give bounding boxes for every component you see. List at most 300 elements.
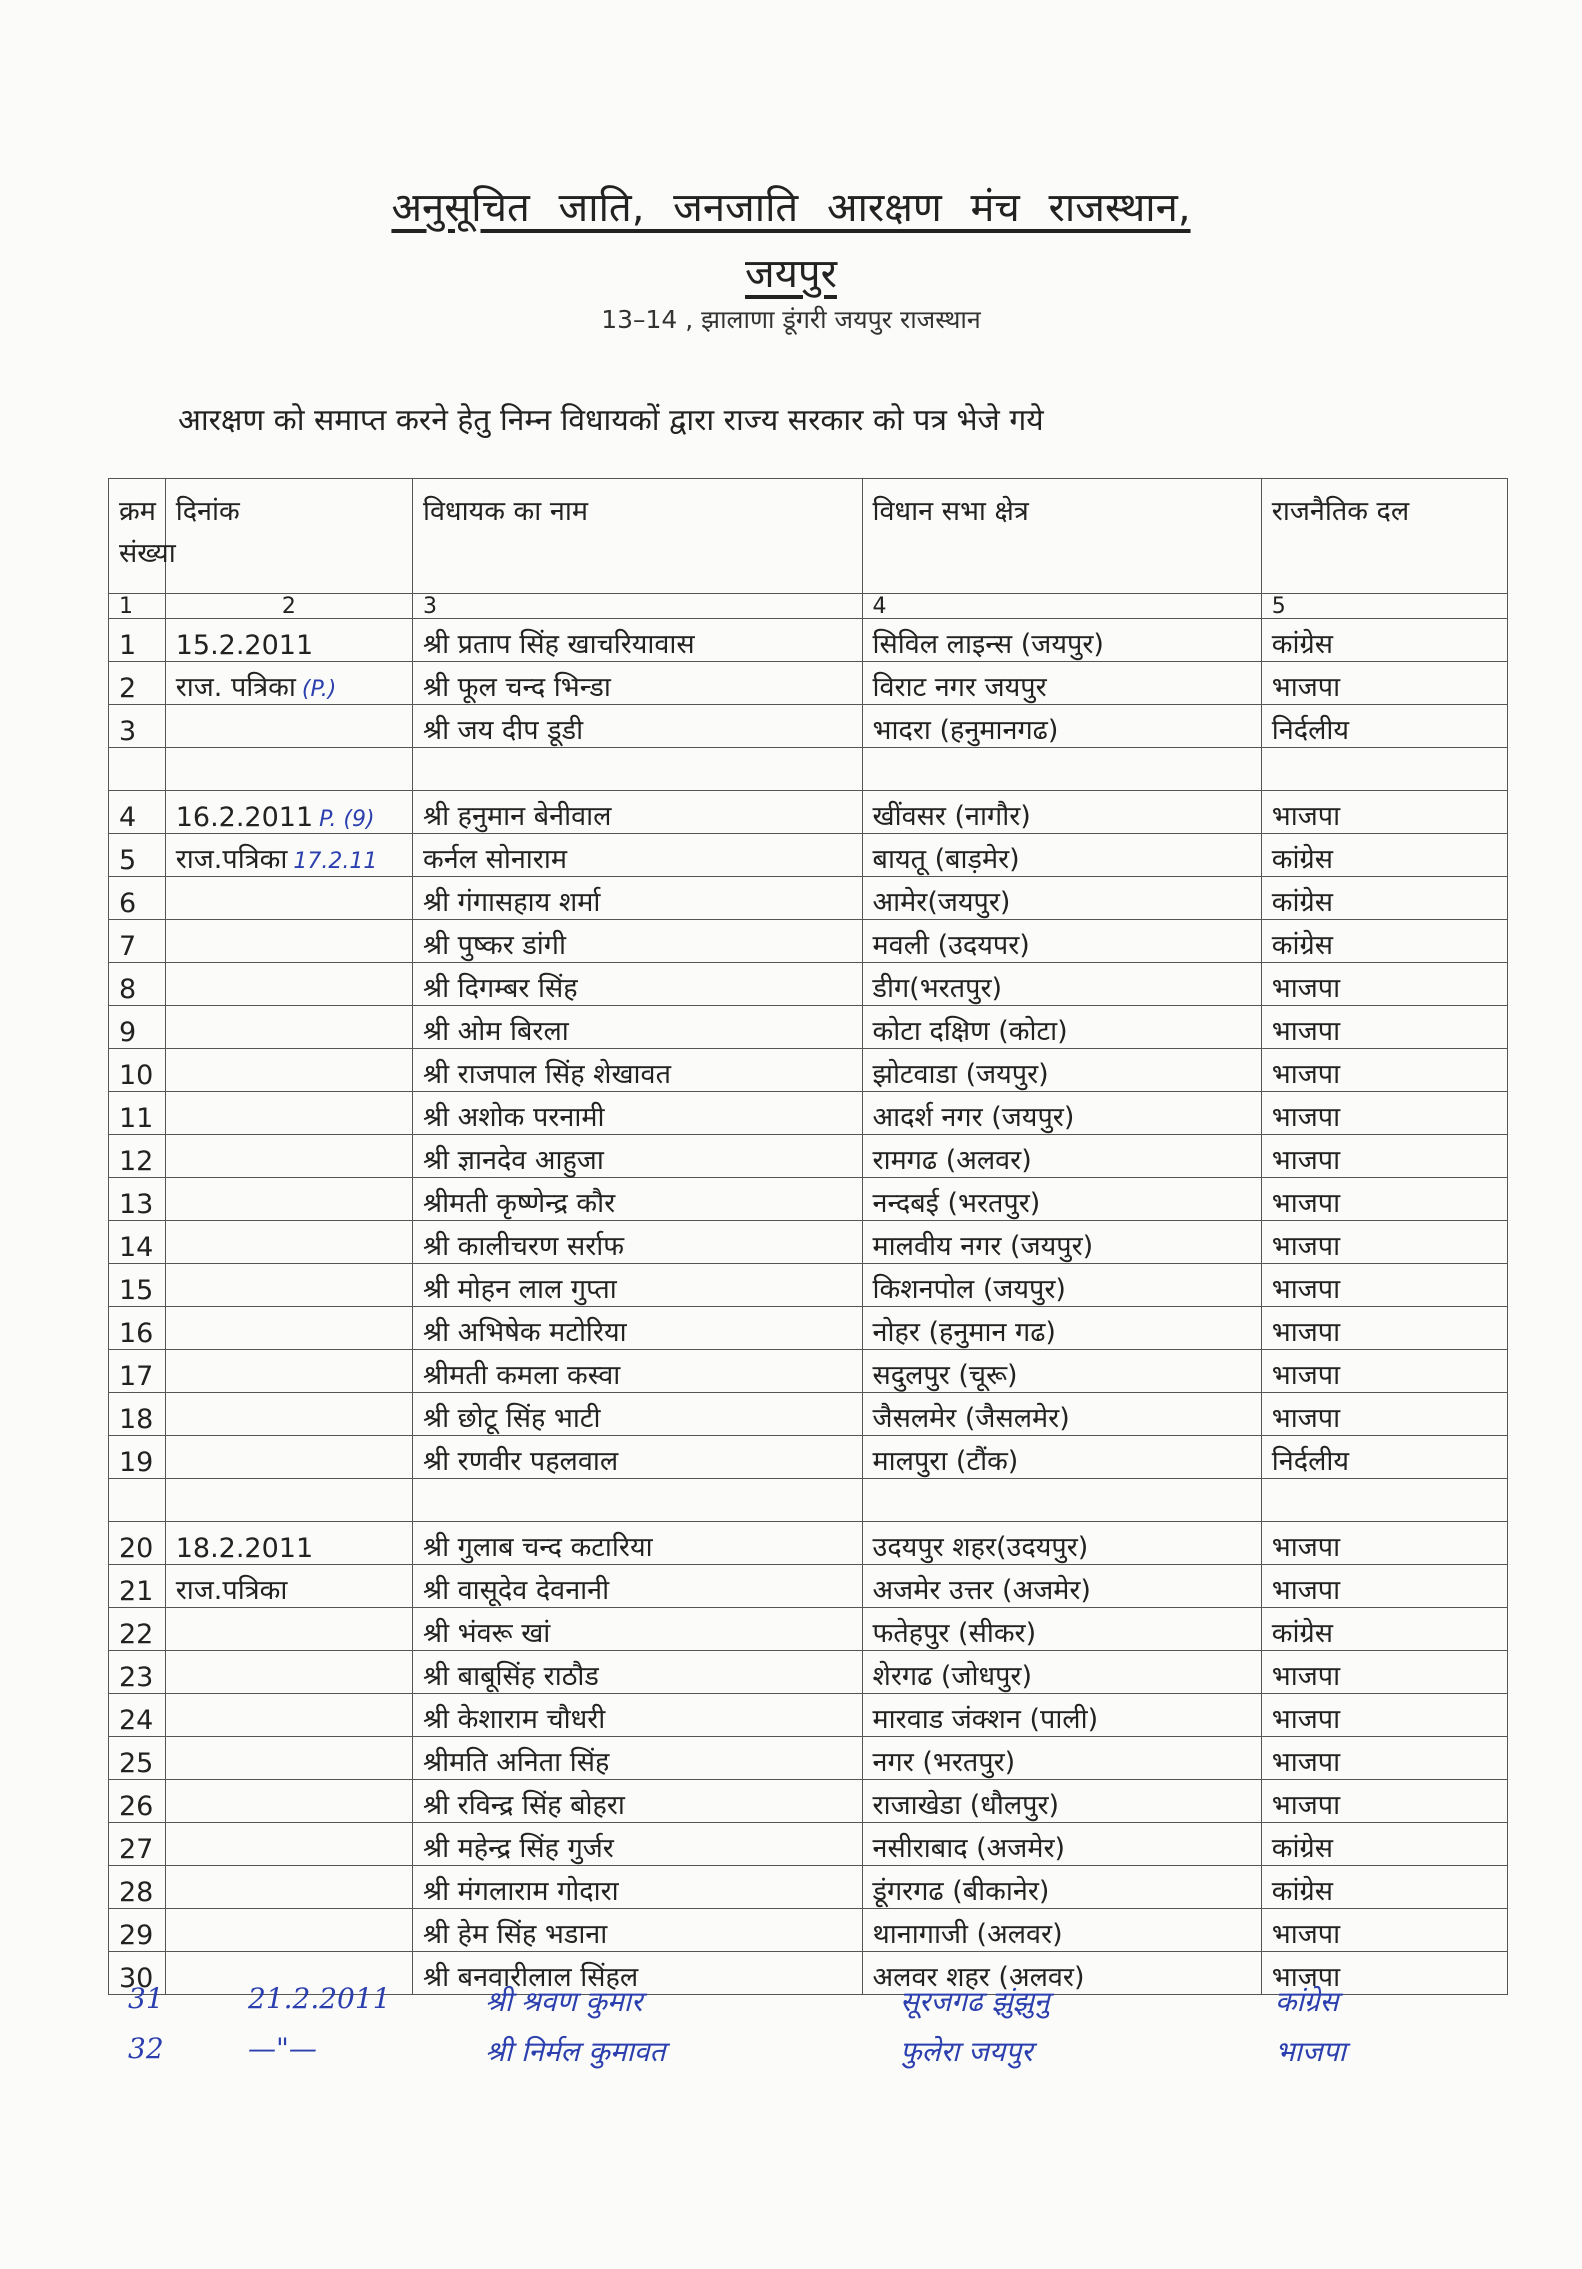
serial-cell xyxy=(109,1737,166,1780)
document-city: जयपुर xyxy=(745,251,837,297)
header-constituency: विधान सभा क्षेत्र xyxy=(862,479,1261,594)
date-cell xyxy=(165,705,412,748)
name-text: श्री केशाराम चौधरी xyxy=(422,1704,606,1735)
constituency-text: उदयपुर शहर(उदयपुर) xyxy=(872,1532,1089,1563)
serial-cell xyxy=(109,877,166,920)
constituency-text: शेरगढ (जोधपुर) xyxy=(872,1661,1032,1692)
date-cell xyxy=(165,662,412,705)
address: 13–14 , झालाणा डूंगरी जयपुर राजस्थान xyxy=(601,305,981,334)
name-cell xyxy=(412,662,862,705)
handwritten-serial-cell: 31 xyxy=(128,1982,164,2015)
name-cell xyxy=(412,963,862,1006)
party-text: कांग्रेस xyxy=(1271,1876,1333,1907)
table-row xyxy=(109,1221,1508,1264)
party-text: कांग्रेस xyxy=(1271,930,1333,961)
party-cell xyxy=(1261,705,1507,748)
serial-cell xyxy=(109,963,166,1006)
constituency-cell xyxy=(862,662,1261,705)
party-text: भाजपा xyxy=(1271,1962,1341,1993)
table-row xyxy=(109,1049,1508,1092)
party-text: भाजपा xyxy=(1271,1403,1341,1434)
name-cell xyxy=(412,1135,862,1178)
serial-text: 11 xyxy=(119,1103,154,1134)
serial-cell xyxy=(109,791,166,834)
constituency-text: नगर (भरतपुर) xyxy=(872,1747,1016,1778)
date-cell xyxy=(165,748,412,791)
date-cell xyxy=(165,1350,412,1393)
party-text: निर्दलीय xyxy=(1271,715,1350,746)
party-text: भाजपा xyxy=(1271,1145,1341,1176)
constituency-cell xyxy=(862,834,1261,877)
constituency-cell xyxy=(862,748,1261,791)
constituency-cell xyxy=(862,1393,1261,1436)
handwritten-annotation: 17.2.11 xyxy=(293,849,378,874)
name-cell xyxy=(412,1694,862,1737)
party-cell xyxy=(1261,1221,1507,1264)
header-date: दिनांक xyxy=(165,479,412,594)
table-row xyxy=(109,1178,1508,1221)
date-cell xyxy=(165,1135,412,1178)
serial-cell xyxy=(109,1049,166,1092)
handwritten-party-cell: भाजपा xyxy=(1275,2035,1346,2068)
party-text: भाजपा xyxy=(1271,1016,1341,1047)
date-cell xyxy=(165,963,412,1006)
serial-text: 26 xyxy=(119,1791,154,1822)
handwritten-serial-cell: 32 xyxy=(128,2032,164,2065)
date-cell xyxy=(165,1264,412,1307)
serial-cell xyxy=(109,1221,166,1264)
table-row xyxy=(109,791,1508,834)
name-cell xyxy=(412,1522,862,1565)
name-text: श्रीमती कृष्णेन्द्र कौर xyxy=(422,1188,616,1219)
name-text: श्रीमति अनिता सिंह xyxy=(422,1747,610,1778)
party-text: भाजपा xyxy=(1271,1919,1341,1950)
table-row xyxy=(109,1565,1508,1608)
table-row xyxy=(109,1909,1508,1952)
column-number: 1 xyxy=(109,594,166,619)
constituency-cell xyxy=(862,1823,1261,1866)
constituency-cell xyxy=(862,1780,1261,1823)
party-cell xyxy=(1261,1307,1507,1350)
handwritten-date-cell: 21.2.2011 xyxy=(248,1982,391,2015)
party-cell xyxy=(1261,1780,1507,1823)
serial-text: 22 xyxy=(119,1619,154,1650)
constituency-text: नसीराबाद (अजमेर) xyxy=(872,1833,1066,1864)
name-text: श्री वासूदेव देवनानी xyxy=(422,1575,610,1606)
constituency-text: किशनपोल (जयपुर) xyxy=(872,1274,1066,1305)
header-party: राजनैतिक दल xyxy=(1261,479,1507,594)
date-cell xyxy=(165,834,412,877)
name-cell xyxy=(412,1049,862,1092)
party-cell xyxy=(1261,1909,1507,1952)
handwritten-party-cell: कांग्रेस xyxy=(1275,1985,1339,2018)
constituency-cell xyxy=(862,963,1261,1006)
party-text: भाजपा xyxy=(1271,1274,1341,1305)
party-text: भाजपा xyxy=(1271,1532,1341,1563)
name-text: श्री मोहन लाल गुप्ता xyxy=(422,1274,617,1305)
serial-text: 19 xyxy=(119,1447,154,1478)
serial-cell xyxy=(109,1694,166,1737)
constituency-text: सदुलपुर (चूरू) xyxy=(872,1360,1018,1391)
header-serial: क्रम संख्या xyxy=(109,479,166,594)
table-row xyxy=(109,705,1508,748)
name-text: श्री छोटू सिंह भाटी xyxy=(422,1403,601,1434)
serial-text: 8 xyxy=(119,974,137,1005)
constituency-cell xyxy=(862,1866,1261,1909)
constituency-text: खींवसर (नागौर) xyxy=(872,801,1031,832)
name-text: श्री मंगलाराम गोदारा xyxy=(422,1876,619,1907)
serial-text: 27 xyxy=(119,1834,154,1865)
party-text: कांग्रेस xyxy=(1271,1618,1333,1649)
column-number: 3 xyxy=(412,594,862,619)
table-row xyxy=(109,1006,1508,1049)
serial-cell xyxy=(109,1522,166,1565)
party-text: भाजपा xyxy=(1271,1102,1341,1133)
date-cell xyxy=(165,1737,412,1780)
name-cell xyxy=(412,1436,862,1479)
party-text: भाजपा xyxy=(1271,1790,1341,1821)
name-text: श्री अशोक परनामी xyxy=(422,1102,605,1133)
party-text: कांग्रेस xyxy=(1271,1833,1333,1864)
table-row xyxy=(109,1780,1508,1823)
name-text: श्री हनुमान बेनीवाल xyxy=(422,801,612,832)
name-cell xyxy=(412,1479,862,1522)
name-cell xyxy=(412,1350,862,1393)
name-text: श्री राजपाल सिंह शेखावत xyxy=(422,1059,671,1090)
constituency-cell xyxy=(862,1006,1261,1049)
table-row xyxy=(109,1264,1508,1307)
party-text: भाजपा xyxy=(1271,973,1341,1004)
constituency-text: आमेर(जयपुर) xyxy=(872,887,1011,918)
date-cell xyxy=(165,1393,412,1436)
serial-cell xyxy=(109,1264,166,1307)
constituency-text: अजमेर उत्तर (अजमेर) xyxy=(872,1575,1091,1606)
table-row xyxy=(109,920,1508,963)
table-row xyxy=(109,877,1508,920)
column-number: 2 xyxy=(165,594,412,619)
serial-text: 14 xyxy=(119,1232,154,1263)
serial-text: 17 xyxy=(119,1361,154,1392)
constituency-cell xyxy=(862,619,1261,662)
party-cell xyxy=(1261,1522,1507,1565)
party-text: भाजपा xyxy=(1271,1360,1341,1391)
constituency-cell xyxy=(862,1221,1261,1264)
serial-text: 28 xyxy=(119,1877,154,1908)
date-cell xyxy=(165,1307,412,1350)
date-cell xyxy=(165,1694,412,1737)
serial-text: 6 xyxy=(119,888,137,919)
serial-cell xyxy=(109,748,166,791)
date-text: 15.2.2011 xyxy=(175,630,314,661)
constituency-text: मारवाड जंक्शन (पाली) xyxy=(872,1704,1099,1735)
date-text: 16.2.2011 xyxy=(175,802,314,833)
name-cell xyxy=(412,1307,862,1350)
date-cell xyxy=(165,1436,412,1479)
header-row xyxy=(109,479,1508,594)
party-text: भाजपा xyxy=(1271,1059,1341,1090)
name-cell xyxy=(412,748,862,791)
date-cell xyxy=(165,1092,412,1135)
constituency-text: आदर्श नगर (जयपुर) xyxy=(872,1102,1075,1133)
serial-text: 23 xyxy=(119,1662,154,1693)
date-cell xyxy=(165,1866,412,1909)
serial-cell xyxy=(109,1866,166,1909)
name-text: श्री प्रताप सिंह खाचरियावास xyxy=(422,629,695,660)
table-row xyxy=(109,1823,1508,1866)
constituency-text: बायतू (बाड़मेर) xyxy=(872,844,1020,875)
table-row xyxy=(109,1608,1508,1651)
table-row xyxy=(109,1092,1508,1135)
table-row xyxy=(109,1522,1508,1565)
party-cell xyxy=(1261,619,1507,662)
serial-text: 29 xyxy=(119,1920,154,1951)
date-text: 18.2.2011 xyxy=(175,1533,314,1564)
handwritten-constituency-cell: सूरजगढ झुंझुनु xyxy=(900,1985,1050,2018)
name-cell xyxy=(412,1565,862,1608)
date-cell xyxy=(165,1608,412,1651)
handwritten-name-cell: श्री श्रवण कुमार xyxy=(485,1985,643,2018)
party-cell xyxy=(1261,1264,1507,1307)
constituency-cell xyxy=(862,1264,1261,1307)
name-cell xyxy=(412,1006,862,1049)
party-text: निर्दलीय xyxy=(1271,1446,1350,1477)
serial-text: 3 xyxy=(119,716,137,747)
document-title: अनुसूचित जाति, जनजाति आरक्षण मंच राजस्थान, xyxy=(391,185,1191,231)
constituency-cell xyxy=(862,1909,1261,1952)
date-cell xyxy=(165,877,412,920)
name-text: श्री हेम सिंह भडाना xyxy=(422,1919,608,1950)
mla-table xyxy=(108,478,1508,1995)
party-cell xyxy=(1261,1608,1507,1651)
constituency-cell xyxy=(862,1522,1261,1565)
name-cell xyxy=(412,705,862,748)
name-text: श्री बाबूसिंह राठौड xyxy=(422,1661,599,1692)
name-text: श्री गंगासहाय शर्मा xyxy=(422,887,601,918)
date-cell xyxy=(165,1479,412,1522)
date-cell xyxy=(165,791,412,834)
constituency-cell xyxy=(862,1608,1261,1651)
party-cell xyxy=(1261,1092,1507,1135)
table-row xyxy=(109,1350,1508,1393)
name-text: श्री पुष्कर डांगी xyxy=(422,930,566,961)
party-cell xyxy=(1261,662,1507,705)
name-cell xyxy=(412,877,862,920)
party-text: भाजपा xyxy=(1271,801,1341,832)
date-cell xyxy=(165,1221,412,1264)
party-text: भाजपा xyxy=(1271,1188,1341,1219)
name-cell xyxy=(412,1092,862,1135)
party-text: भाजपा xyxy=(1271,1661,1341,1692)
party-cell xyxy=(1261,834,1507,877)
party-cell xyxy=(1261,920,1507,963)
party-cell xyxy=(1261,1823,1507,1866)
date-text: राज. पत्रिका xyxy=(175,672,296,703)
constituency-cell xyxy=(862,705,1261,748)
table-row xyxy=(109,834,1508,877)
name-text: श्री बनवारीलाल सिंहल xyxy=(422,1962,639,1993)
serial-cell xyxy=(109,1307,166,1350)
table-row xyxy=(109,619,1508,662)
party-text: भाजपा xyxy=(1271,1317,1341,1348)
constituency-cell xyxy=(862,920,1261,963)
serial-text: 1 xyxy=(119,630,137,661)
constituency-text: जैसलमेर (जैसलमेर) xyxy=(872,1403,1070,1434)
party-cell xyxy=(1261,963,1507,1006)
date-cell xyxy=(165,1178,412,1221)
party-cell xyxy=(1261,1049,1507,1092)
date-cell xyxy=(165,1909,412,1952)
constituency-cell xyxy=(862,1350,1261,1393)
table-row xyxy=(109,1135,1508,1178)
table-row xyxy=(109,1866,1508,1909)
blank-row xyxy=(109,1479,1508,1522)
name-text: श्री ओम बिरला xyxy=(422,1016,569,1047)
column-number-row xyxy=(109,594,1508,619)
constituency-text: भादरा (हनुमानगढ) xyxy=(872,715,1059,746)
name-cell xyxy=(412,1393,862,1436)
name-text: श्री गुलाब चन्द कटारिया xyxy=(422,1532,653,1563)
serial-cell xyxy=(109,920,166,963)
constituency-text: फतेहपुर (सीकर) xyxy=(872,1618,1037,1649)
serial-text: 16 xyxy=(119,1318,154,1349)
party-cell xyxy=(1261,1565,1507,1608)
constituency-cell xyxy=(862,1565,1261,1608)
name-text: श्री अभिषेक मटोरिया xyxy=(422,1317,627,1348)
date-cell xyxy=(165,1823,412,1866)
serial-cell xyxy=(109,705,166,748)
table-row xyxy=(109,963,1508,1006)
party-text: भाजपा xyxy=(1271,1231,1341,1262)
serial-text: 18 xyxy=(119,1404,154,1435)
party-text: भाजपा xyxy=(1271,672,1341,703)
name-text: श्री रविन्द्र सिंह बोहरा xyxy=(422,1790,625,1821)
name-text: श्री फूल चन्द भिन्डा xyxy=(422,672,611,703)
constituency-text: डीग(भरतपुर) xyxy=(872,973,1003,1004)
constituency-text: कोटा दक्षिण (कोटा) xyxy=(872,1016,1068,1047)
name-cell xyxy=(412,1909,862,1952)
party-text: भाजपा xyxy=(1271,1704,1341,1735)
party-cell xyxy=(1261,1350,1507,1393)
name-text: श्री महेन्द्र सिंह गुर्जर xyxy=(422,1833,614,1864)
name-cell xyxy=(412,619,862,662)
party-cell xyxy=(1261,1393,1507,1436)
party-text: भाजपा xyxy=(1271,1747,1341,1778)
serial-cell xyxy=(109,1393,166,1436)
constituency-cell xyxy=(862,1307,1261,1350)
name-cell xyxy=(412,920,862,963)
table-row xyxy=(109,1737,1508,1780)
serial-cell xyxy=(109,1092,166,1135)
name-text: श्री कालीचरण सर्राफ xyxy=(422,1231,625,1262)
serial-text: 9 xyxy=(119,1017,137,1048)
serial-text: 12 xyxy=(119,1146,154,1177)
serial-cell xyxy=(109,619,166,662)
constituency-cell xyxy=(862,1178,1261,1221)
serial-cell xyxy=(109,1565,166,1608)
serial-cell xyxy=(109,1350,166,1393)
party-cell xyxy=(1261,791,1507,834)
constituency-cell xyxy=(862,1651,1261,1694)
serial-cell xyxy=(109,1651,166,1694)
serial-text: 10 xyxy=(119,1060,154,1091)
party-cell xyxy=(1261,1178,1507,1221)
date-cell xyxy=(165,1651,412,1694)
constituency-text: नन्दबई (भरतपुर) xyxy=(872,1188,1041,1219)
serial-text: 21 xyxy=(119,1576,154,1607)
constituency-cell xyxy=(862,877,1261,920)
constituency-text: विराट नगर जयपुर xyxy=(872,672,1047,703)
serial-text: 4 xyxy=(119,802,137,833)
party-cell xyxy=(1261,877,1507,920)
serial-cell xyxy=(109,1436,166,1479)
date-text: राज.पत्रिका xyxy=(175,844,288,875)
constituency-text: सिविल लाइन्स (जयपुर) xyxy=(872,629,1104,660)
date-cell xyxy=(165,1522,412,1565)
name-cell xyxy=(412,1264,862,1307)
serial-text: 15 xyxy=(119,1275,154,1306)
column-number: 5 xyxy=(1261,594,1507,619)
serial-cell xyxy=(109,1780,166,1823)
constituency-cell xyxy=(862,1737,1261,1780)
blank-row xyxy=(109,748,1508,791)
constituency-cell xyxy=(862,1092,1261,1135)
serial-text: 7 xyxy=(119,931,137,962)
serial-text: 20 xyxy=(119,1533,154,1564)
party-cell xyxy=(1261,1479,1507,1522)
name-text: कर्नल सोनाराम xyxy=(422,844,567,875)
name-text: श्री दिगम्बर सिंह xyxy=(422,973,578,1004)
handwritten-constituency-cell: फुलेरा जयपुर xyxy=(900,2035,1033,2068)
table-row xyxy=(109,1651,1508,1694)
party-cell xyxy=(1261,1436,1507,1479)
constituency-text: थानागाजी (अलवर) xyxy=(872,1919,1063,1950)
constituency-text: नोहर (हनुमान गढ) xyxy=(872,1317,1056,1348)
serial-text: 25 xyxy=(119,1748,154,1779)
name-text: श्री जय दीप डूडी xyxy=(422,715,584,746)
name-cell xyxy=(412,1651,862,1694)
party-cell xyxy=(1261,748,1507,791)
name-text: श्री भंवरू खां xyxy=(422,1618,551,1649)
constituency-text: मालवीय नगर (जयपुर) xyxy=(872,1231,1094,1262)
serial-cell xyxy=(109,834,166,877)
serial-cell xyxy=(109,1178,166,1221)
constituency-text: मालपुरा (टौंक) xyxy=(872,1446,1019,1477)
handwritten-date-cell: —"— xyxy=(248,2032,317,2065)
constituency-cell xyxy=(862,1479,1261,1522)
name-cell xyxy=(412,1866,862,1909)
party-cell xyxy=(1261,1737,1507,1780)
serial-cell xyxy=(109,1909,166,1952)
serial-text: 5 xyxy=(119,845,137,876)
handwritten-annotation: P. (9) xyxy=(319,807,375,832)
table-row xyxy=(109,662,1508,705)
constituency-text: राजाखेडा (धौलपुर) xyxy=(872,1790,1060,1821)
name-cell xyxy=(412,1608,862,1651)
constituency-cell xyxy=(862,1049,1261,1092)
constituency-cell xyxy=(862,1135,1261,1178)
constituency-cell xyxy=(862,1694,1261,1737)
party-text: कांग्रेस xyxy=(1271,887,1333,918)
table-row xyxy=(109,1436,1508,1479)
constituency-text: डूंगरगढ (बीकानेर) xyxy=(872,1876,1050,1907)
handwritten-name-cell: श्री निर्मल कुमावत xyxy=(485,2035,666,2068)
date-cell xyxy=(165,1006,412,1049)
name-cell xyxy=(412,1823,862,1866)
serial-text: 24 xyxy=(119,1705,154,1736)
table-row xyxy=(109,1393,1508,1436)
party-cell xyxy=(1261,1694,1507,1737)
serial-text: 2 xyxy=(119,673,137,704)
